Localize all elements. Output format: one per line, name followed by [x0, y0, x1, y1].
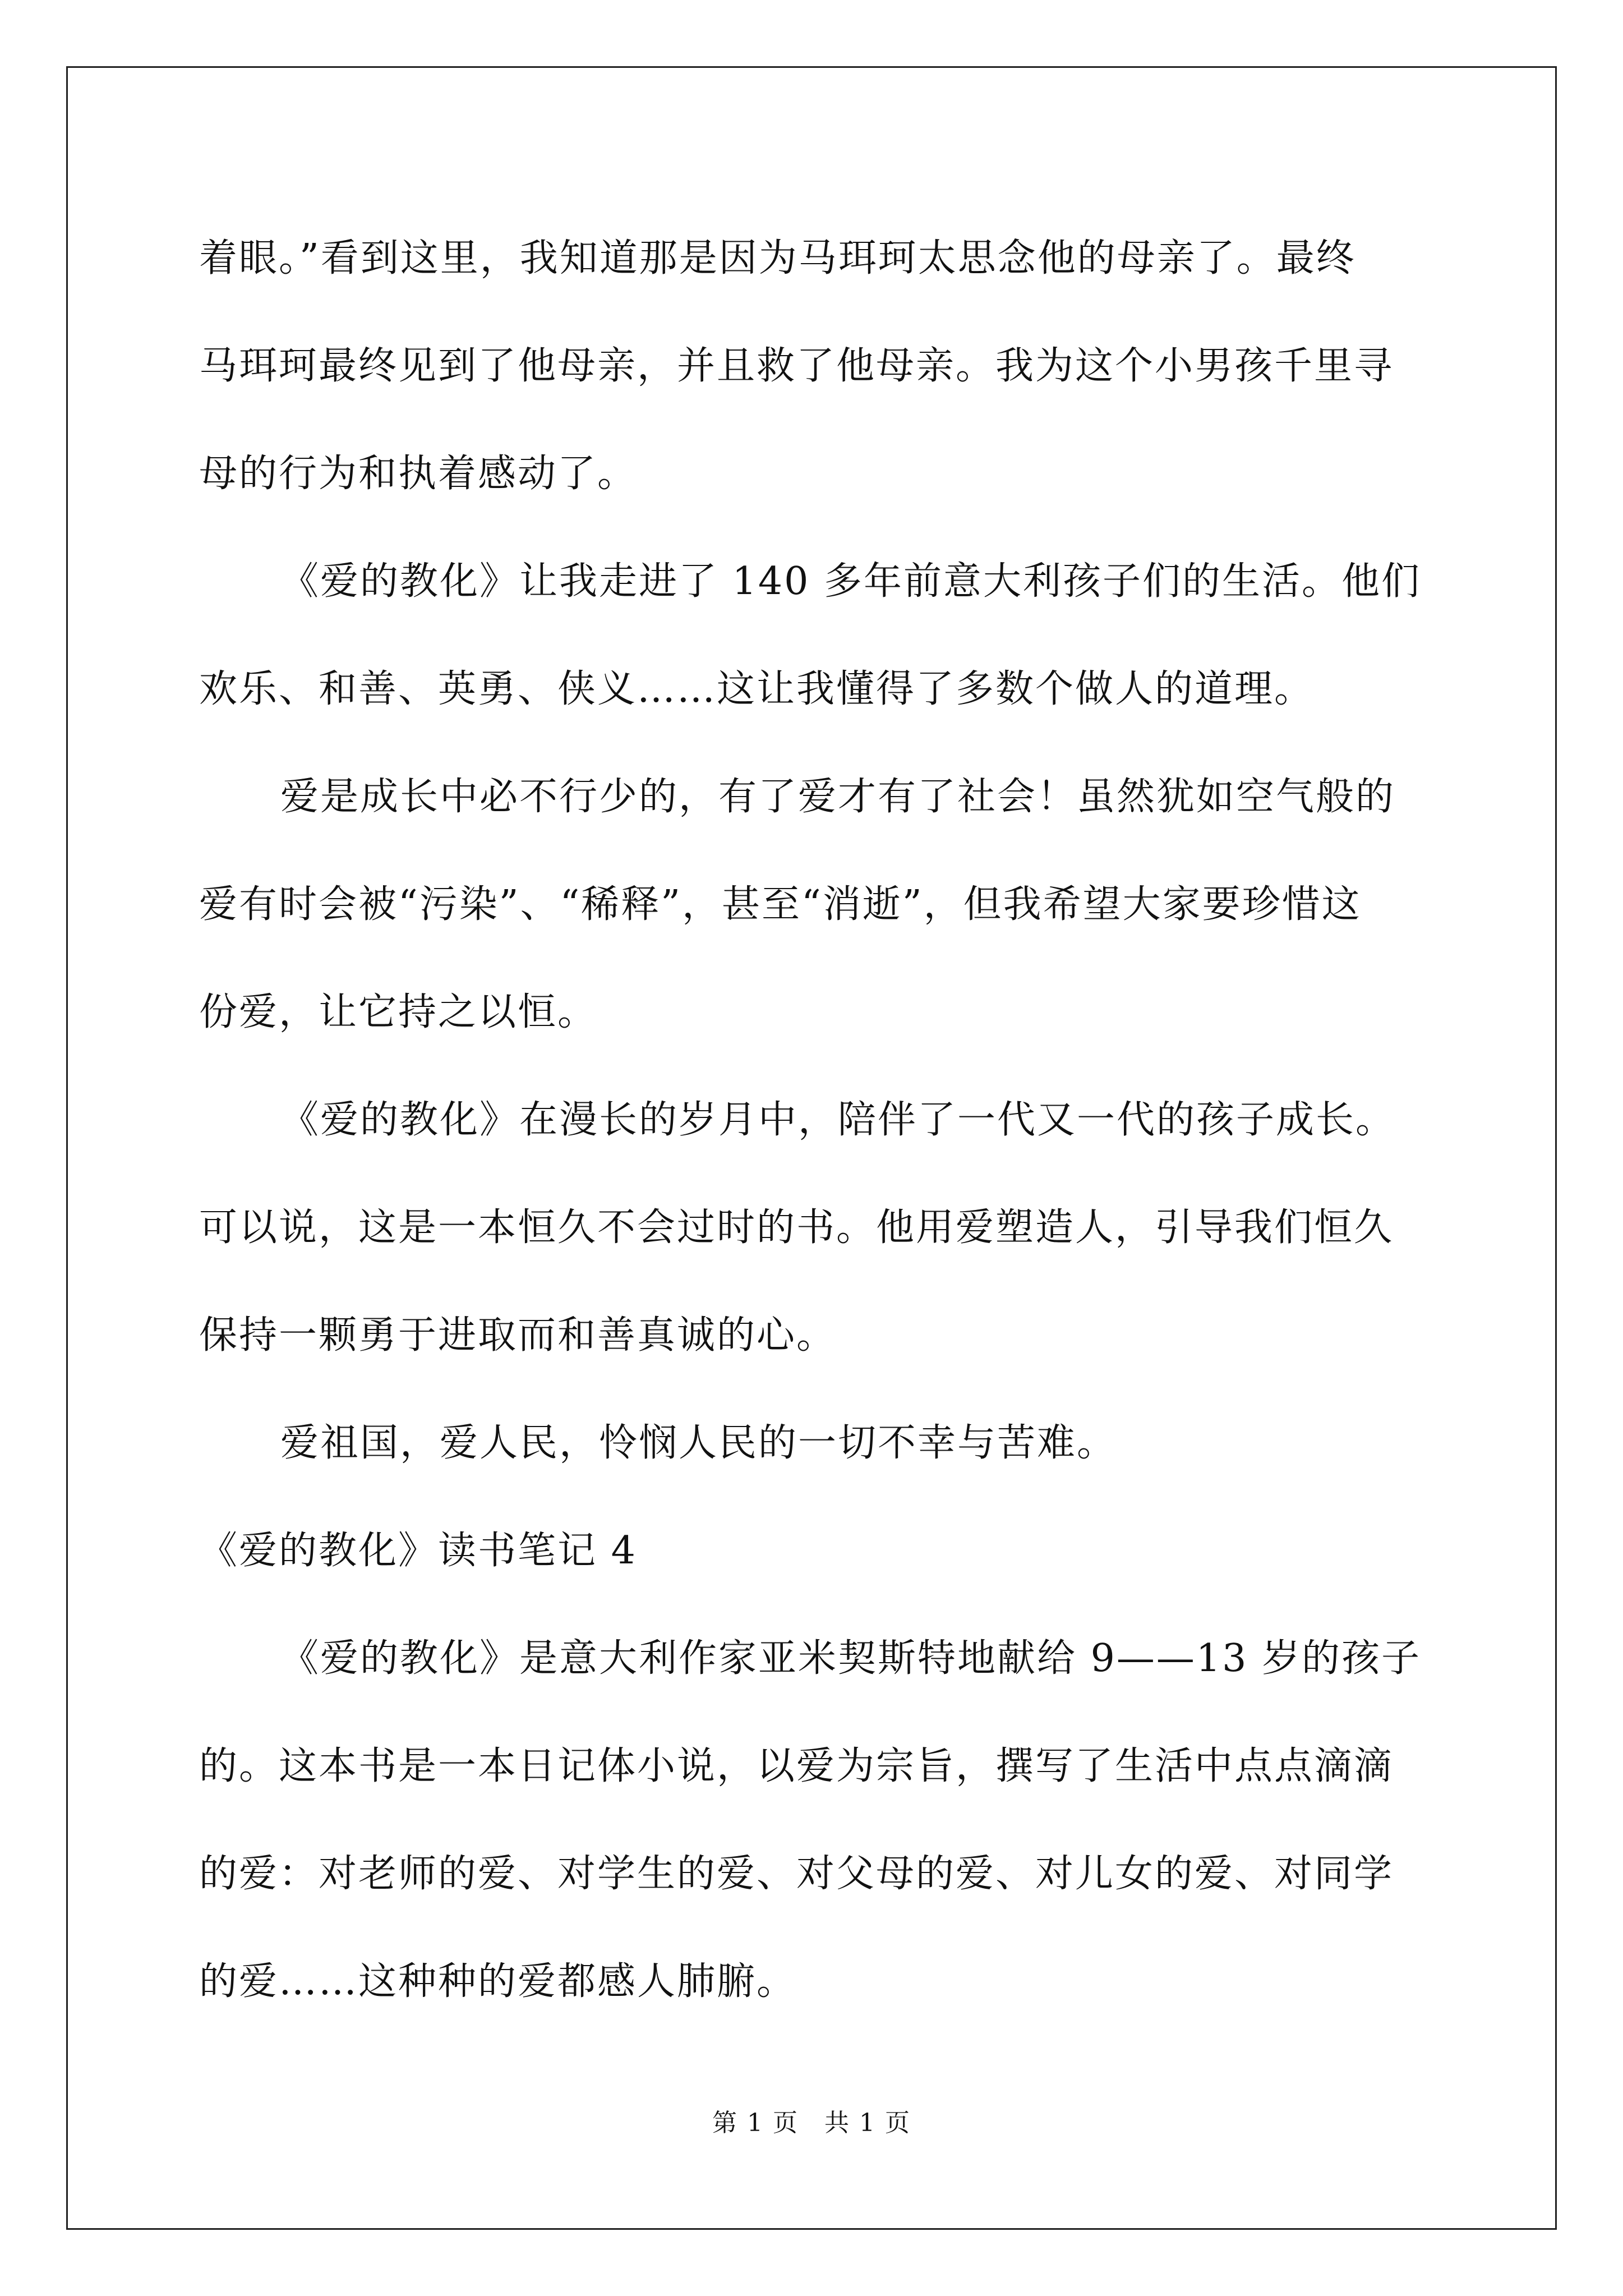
- paragraph: [199, 1389, 1433, 1497]
- section-heading: 《爱的教化》读书笔记 4: [199, 1529, 637, 1573]
- text-line: 保持一颗勇于进取而和善真诚的心。: [199, 1313, 837, 1358]
- paragraph-continuation: [199, 205, 1433, 528]
- text-line: 可以说，这是一本恒久不会过时的书。他用爱塑造人，引导我们恒久: [199, 1205, 1394, 1250]
- document-body: [199, 205, 1433, 2036]
- text-line: 《爱的教化》让我走进了 140 多年前意大利孩子们的生活。他们: [280, 559, 1422, 604]
- text-line: 的爱……这种种的爱都感人肺腑。: [199, 1959, 797, 2004]
- text-line: 的。这本书是一本日记体小说，以爱为宗旨，撰写了生活中点点滴滴: [199, 1744, 1394, 1788]
- paragraph: [199, 1605, 1433, 2036]
- paragraph: [199, 528, 1433, 743]
- text-line: 爱是成长中必不行少的，有了爱才有了社会！虽然犹如空气般的: [280, 775, 1396, 819]
- text-line: 份爱，让它持之以恒。: [199, 990, 598, 1034]
- text-line: 爱祖国，爱人民，怜悯人民的一切不幸与苦难。: [280, 1421, 1117, 1465]
- text-line: 爱有时会被“污染”、“稀释”，甚至“消逝”，但我希望大家要珍惜这: [199, 882, 1362, 927]
- paragraph: [199, 1066, 1433, 1389]
- text-line: 《爱的教化》在漫长的岁月中，陪伴了一代又一代的孩子成长。: [280, 1098, 1396, 1142]
- text-line: 的爱：对老师的爱、对学生的爱、对父母的爱、对儿女的爱、对同学: [199, 1852, 1394, 1896]
- text-line: 马珥珂最终见到了他母亲，并且救了他母亲。我为这个小男孩千里寻: [199, 344, 1394, 388]
- text-line: 着眼。”看到这里，我知道那是因为马珥珂太思念他的母亲了。最终: [199, 236, 1356, 280]
- text-line: 母的行为和执着感动了。: [199, 452, 638, 496]
- text-line: 《爱的教化》是意大利作家亚米契斯特地献给 9——13 岁的孩子: [280, 1636, 1422, 1681]
- paragraph: [199, 743, 1433, 1066]
- page-number-footer: 第 1 页 共 1 页: [712, 2109, 911, 2137]
- text-line: 欢乐、和善、英勇、侠义……这让我懂得了多数个做人的道理。: [199, 667, 1315, 711]
